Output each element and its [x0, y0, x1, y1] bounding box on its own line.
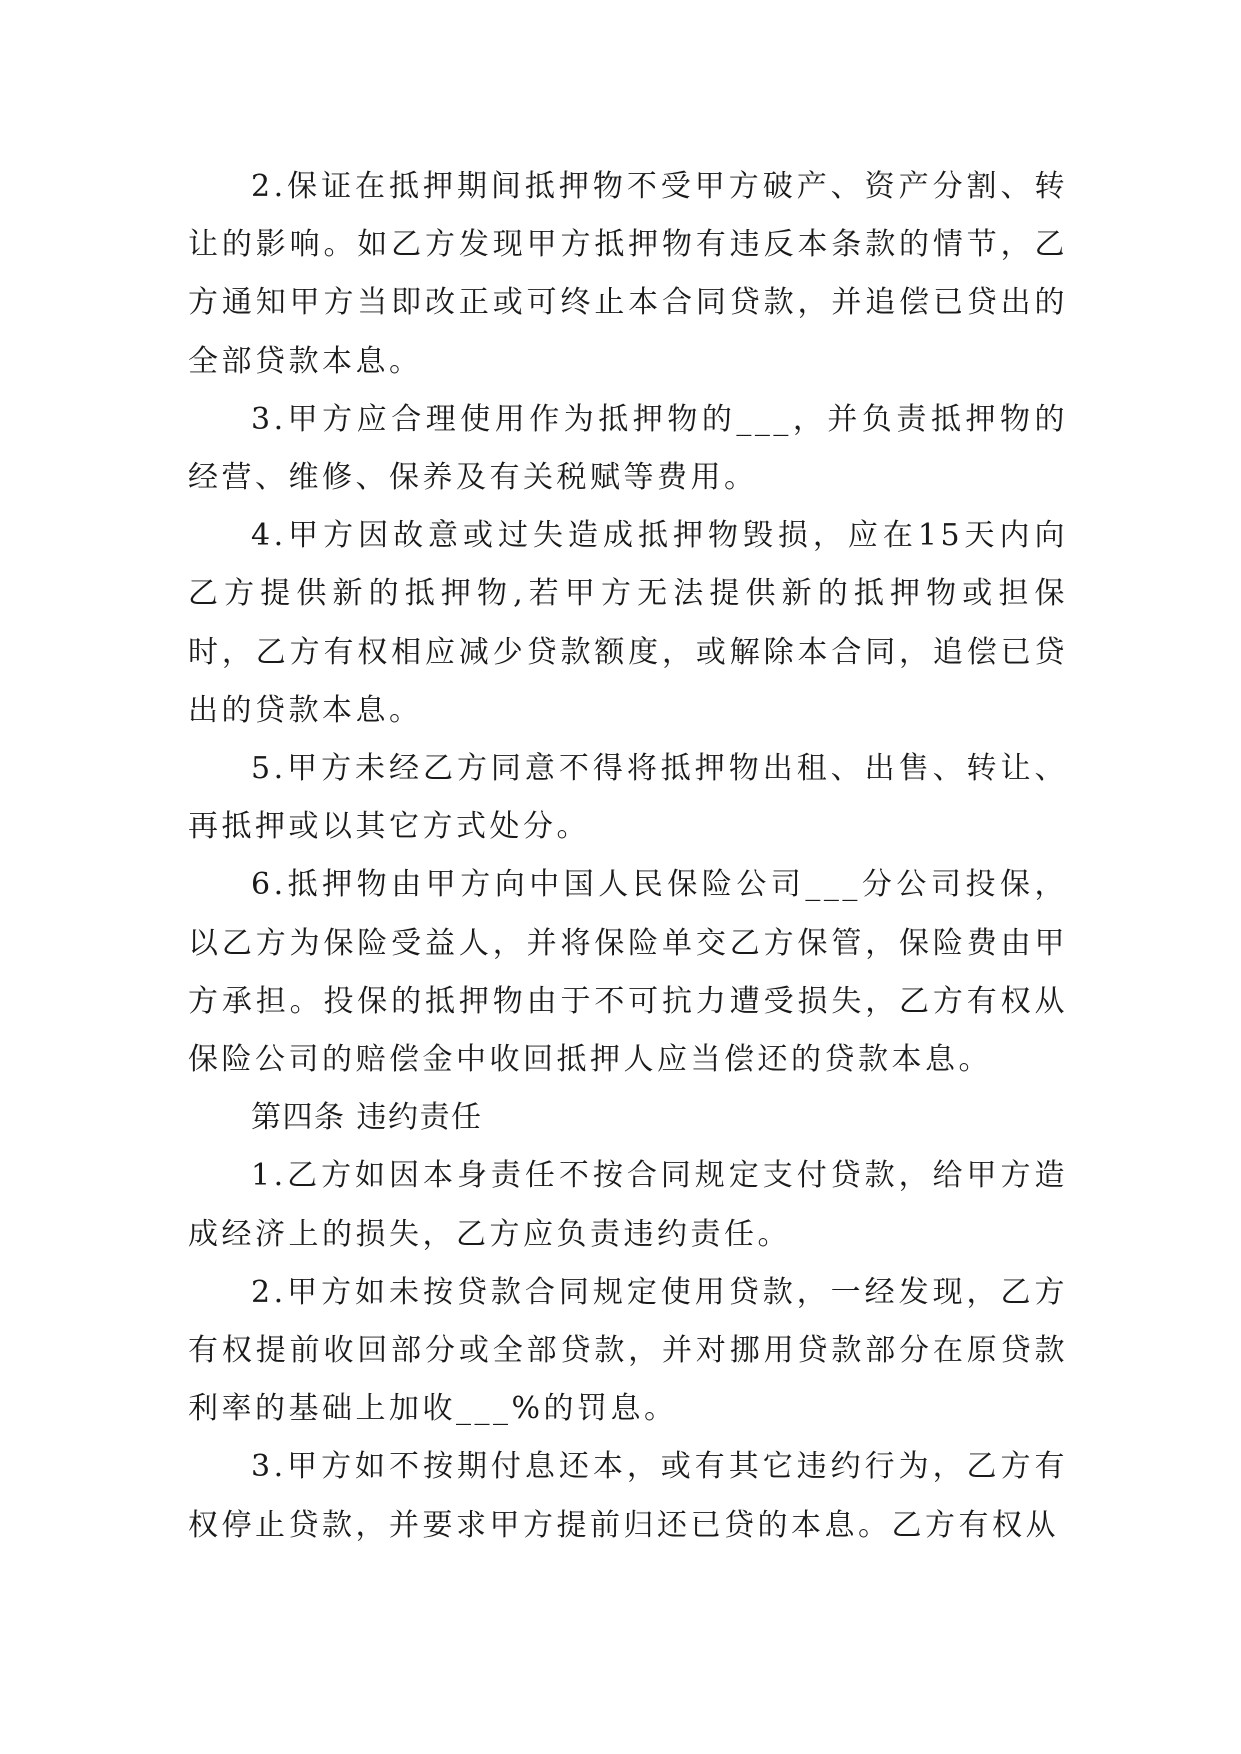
- paragraph-clause-4-item-3: 3.甲方如不按期付息还本，或有其它违约行为，乙方有权停止贷款，并要求甲方提前归还已贷的本息。乙方有权从: [188, 1449, 1068, 1543]
- paragraph-clause-3-item-6: 6.抵押物由甲方向中国人民保险公司___分公司投保，以乙方为保险受益人，并将保险单交乙方保管，保险费由甲方承担。投保的抵押物由于不可抗力遭受损失，乙方有权从保险公司的赔偿金中收回抵押人应当偿还的贷款本息。: [188, 867, 1068, 1078]
- paragraph-clause-4-item-2: 2.甲方如未按贷款合同规定使用贷款，一经发现，乙方有权提前收回部分或全部贷款，并对挪用贷款部分在原贷款利率的基础上加收___%的罚息。: [188, 1274, 1068, 1427]
- paragraph-clause-4-item-1: 1.乙方如因本身责任不按合同规定支付贷款，给甲方造成经济上的损失，乙方应负责违约责任。: [188, 1158, 1068, 1252]
- document-body: [188, 158, 1068, 1555]
- paragraph-clause-3-item-4: 4.甲方因故意或过失造成抵押物毁损，应在15天内向乙方提供新的抵押物,若甲方无法提供新的抵押物或担保时，乙方有权相应减少贷款额度，或解除本合同，追偿已贷出的贷款本息。: [188, 518, 1068, 728]
- paragraph-clause-3-item-5: 5.甲方未经乙方同意不得将抵押物出租、出售、转让、再抵押或以其它方式处分。: [188, 751, 1068, 845]
- paragraph-clause-3-item-3: 3.甲方应合理使用作为抵押物的___，并负责抵押物的经营、维修、保养及有关税赋等费用。: [188, 401, 1068, 496]
- section-heading-clause-4: 第四条 违约责任: [251, 1100, 483, 1136]
- paragraph-clause-3-item-2: 2.保证在抵押期间抵押物不受甲方破产、资产分割、转让的影响。如乙方发现甲方抵押物有违反本条款的情节，乙方通知甲方当即改正或可终止本合同贷款，并追偿已贷出的全部贷款本息。: [188, 169, 1068, 379]
